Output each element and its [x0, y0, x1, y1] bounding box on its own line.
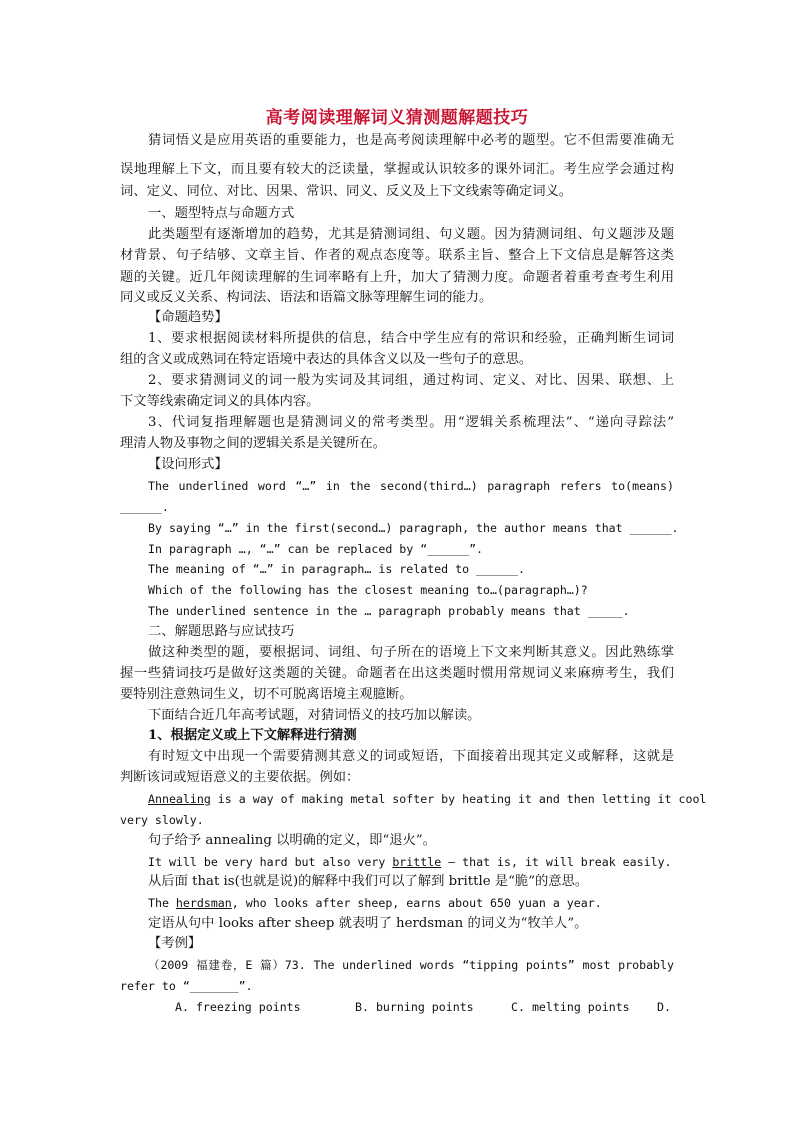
format-line: The underlined sentence in the … paragraph probably means that _____.: [148, 604, 630, 618]
trend-line: 2、要求猜测词义的词一般为实词及其词组，通过构词、定义、对比、因果、联想、上: [148, 373, 674, 388]
example-text: , who looks after sheep, earns about 650 yuan a year.: [231, 896, 602, 910]
format-heading: 【设问形式】: [148, 457, 228, 472]
section2-para-line: 做这种类型的题，要根据词、词组、句子所在的语境上下文来判断其意义。因此熟练掌: [148, 645, 674, 660]
example-text: It will be very hard but also very: [148, 855, 393, 869]
format-line: In paragraph …, “…” can be replaced by “______”.: [148, 542, 484, 556]
tip-para-line: 有时短文中出现一个需要猜测其意义的词或短语，下面接着出现其定义或解释，这就是: [148, 749, 674, 764]
trend-line: 理清人物及事物之间的逻辑关系是关键所在。: [120, 436, 386, 451]
section-heading: 一、题型特点与命题方式: [148, 206, 295, 221]
example-note: 句子给予 annealing 以明确的定义，即“退火”。: [148, 833, 436, 848]
underlined-word: brittle: [392, 855, 442, 869]
format-line: The underlined word “…” in the second(third…) paragraph refers to(means): [148, 479, 674, 493]
section2-para-line: 要特别注意熟词生义，切不可脱离语境主观臆断。: [120, 687, 413, 702]
format-line: By saying “…” in the first(second…) paragraph, the author means that ______.: [148, 521, 679, 535]
page-title: 高考阅读理解词义猜测题解题技巧: [265, 108, 529, 128]
section2-lead: 下面结合近几年高考试题，对猜词悟义的技巧加以解读。: [148, 708, 481, 723]
example-sentence: [148, 852, 674, 872]
intro-line: 词、定义、同位、对比、因果、常识、同义、反义及上下文线索等确定词义。: [120, 184, 573, 199]
underlined-word: herdsman: [175, 896, 232, 910]
trend-line: 下文等线索确定词义的具体内容。: [120, 394, 320, 409]
section1-para-line: 同义或反义关系、构词法、语法和语篇文脉等理解生词的能力。: [120, 290, 493, 305]
format-line: Which of the following has the closest meaning to…(paragraph…)?: [148, 583, 588, 597]
option-d: D.: [657, 1000, 671, 1014]
trend-line: 3、代词复指理解题也是猜测词义的常考类型。用“逻辑关系梳理法”、“递向寻踪法”: [148, 415, 674, 430]
section-heading: 二、解题思路与应试技巧: [148, 624, 295, 639]
example-note: 从后面 that is(也就是说)的解释中我们可以了解到 brittle 是“脆”的意思。: [148, 874, 589, 889]
example-text: is a way of making metal softer by heating it and then letting it cool: [210, 792, 707, 806]
underlined-word: Annealing: [148, 792, 211, 806]
example-heading: 【考例】: [148, 936, 202, 951]
intro-line: 误地理解上下文，而且要有较大的泛读量，掌握或认识较多的课外词汇。考生应学会通过构: [120, 162, 674, 177]
intro-line: 猜词悟义是应用英语的重要能力，也是高考阅读理解中必考的题型。它不但需要准确无: [148, 133, 674, 148]
question-line: refer to “_______”.: [120, 979, 253, 993]
trend-heading: 【命题趋势】: [148, 310, 228, 325]
section1-para-line: 此类题型有逐渐增加的趋势，尤其是猜测词组、句义题。因为猜测词组、句义题涉及题: [148, 227, 674, 242]
example-text: — that is, it will break easily.: [441, 855, 672, 869]
example-note: 定语从句中 looks after sheep 就表明了 herdsman 的词义为“牧羊人”。: [148, 916, 588, 931]
format-line: ______.: [120, 500, 169, 514]
trend-line: 组的含义或成熟词在特定语境中表达的具体含义以及一些句子的意思。: [120, 352, 533, 367]
tip-para-line: 判断该词或短语意义的主要依据。例如：: [120, 770, 360, 785]
section1-para-line: 材背景、句子结够、文章主旨、作者的观点态度等。联系主旨、整合上下文信息是解答这类: [120, 248, 674, 263]
example-text: The: [148, 896, 176, 910]
example-sentence: [148, 789, 707, 809]
trend-line: 1、要求根据阅读材料所提供的信息，结合中学生应有的常识和经验，正确判断生词词: [148, 331, 674, 346]
option-c: C. melting points: [511, 1000, 630, 1014]
tip-heading: 1、根据定义或上下文解释进行猜测: [148, 728, 357, 743]
section2-para-line: 握一些猜词技巧是做好这类题的关键。命题者在出这类题时惯用常规词义来麻痹考生，我们: [120, 666, 674, 681]
option-b: B. burning points: [355, 1000, 474, 1014]
question-line: （2009 福建卷，E 篇）73. The underlined words “tipping points” most probably: [148, 958, 674, 972]
option-a: A. freezing points: [175, 1000, 301, 1014]
example-sentence: [148, 893, 674, 913]
format-line: The meaning of “…” in paragraph… is related to ______.: [148, 562, 525, 576]
example-sentence-cont: very slowly.: [120, 813, 204, 827]
section1-para-line: 题的关键。近几年阅读理解的生词率略有上升，加大了猜测力度。命题者着重考查考生利用: [120, 270, 674, 285]
